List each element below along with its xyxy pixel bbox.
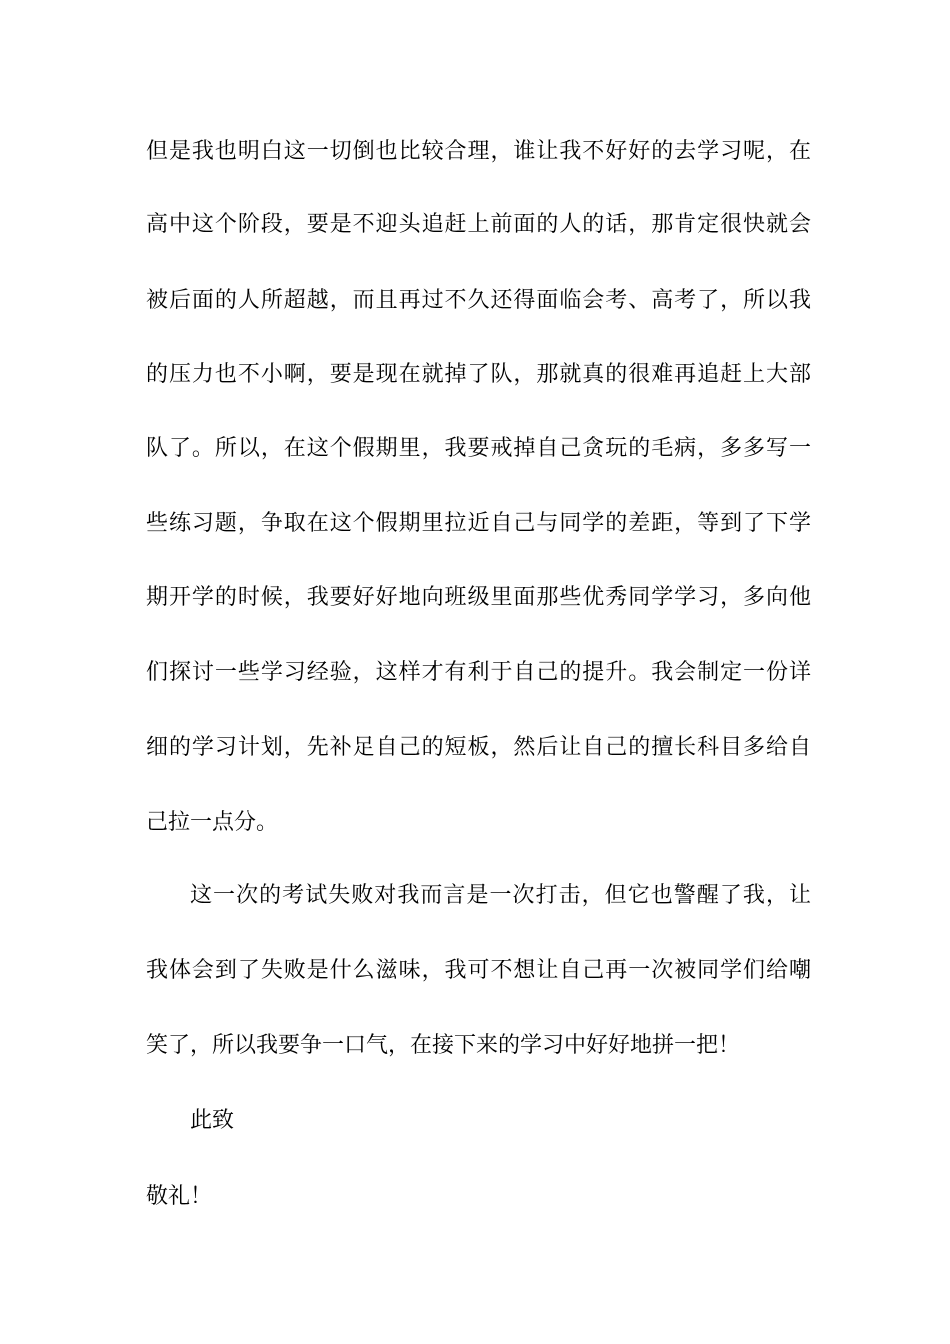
text-line: 这一次的考试失败对我而言是一次打击，但它也警醒了我，让 <box>190 883 811 908</box>
text-line: 被后面的人所超越，而且再过不久还得面临会考、高考了，所以我 <box>146 288 811 313</box>
text-line: 期开学的时候，我要好好地向班级里面那些优秀同学学习，多向他 <box>146 585 811 610</box>
text-line: 队了。所以，在这个假期里，我要戒掉自己贪玩的毛病，多多写一 <box>146 436 811 461</box>
text-line: 但是我也明白这一切倒也比较合理，谁让我不好好的去学习呢，在 <box>146 139 811 164</box>
closing-text: 此致 <box>190 1108 235 1133</box>
text-line: 己拉一点分。 <box>146 810 279 835</box>
text-line: 笑了，所以我要争一口气，在接下来的学习中好好地拼一把！ <box>146 1033 741 1058</box>
salutation-text: 敬礼！ <box>146 1184 213 1209</box>
text-line: 些练习题，争取在这个假期里拉近自己与同学的差距，等到了下学 <box>146 511 811 536</box>
text-line: 我体会到了失败是什么滋味，我可不想让自己再一次被同学们给嘲 <box>146 958 811 983</box>
text-line: 细的学习计划，先补足自己的短板，然后让自己的擅长科目多给自 <box>146 735 811 760</box>
text-line: 的压力也不小啊，要是现在就掉了队，那就真的很难再追赶上大部 <box>146 362 811 387</box>
text-line: 们探讨一些学习经验，这样才有利于自己的提升。我会制定一份详 <box>146 660 811 685</box>
text-line: 高中这个阶段，要是不迎头追赶上前面的人的话，那肯定很快就会 <box>146 212 811 237</box>
